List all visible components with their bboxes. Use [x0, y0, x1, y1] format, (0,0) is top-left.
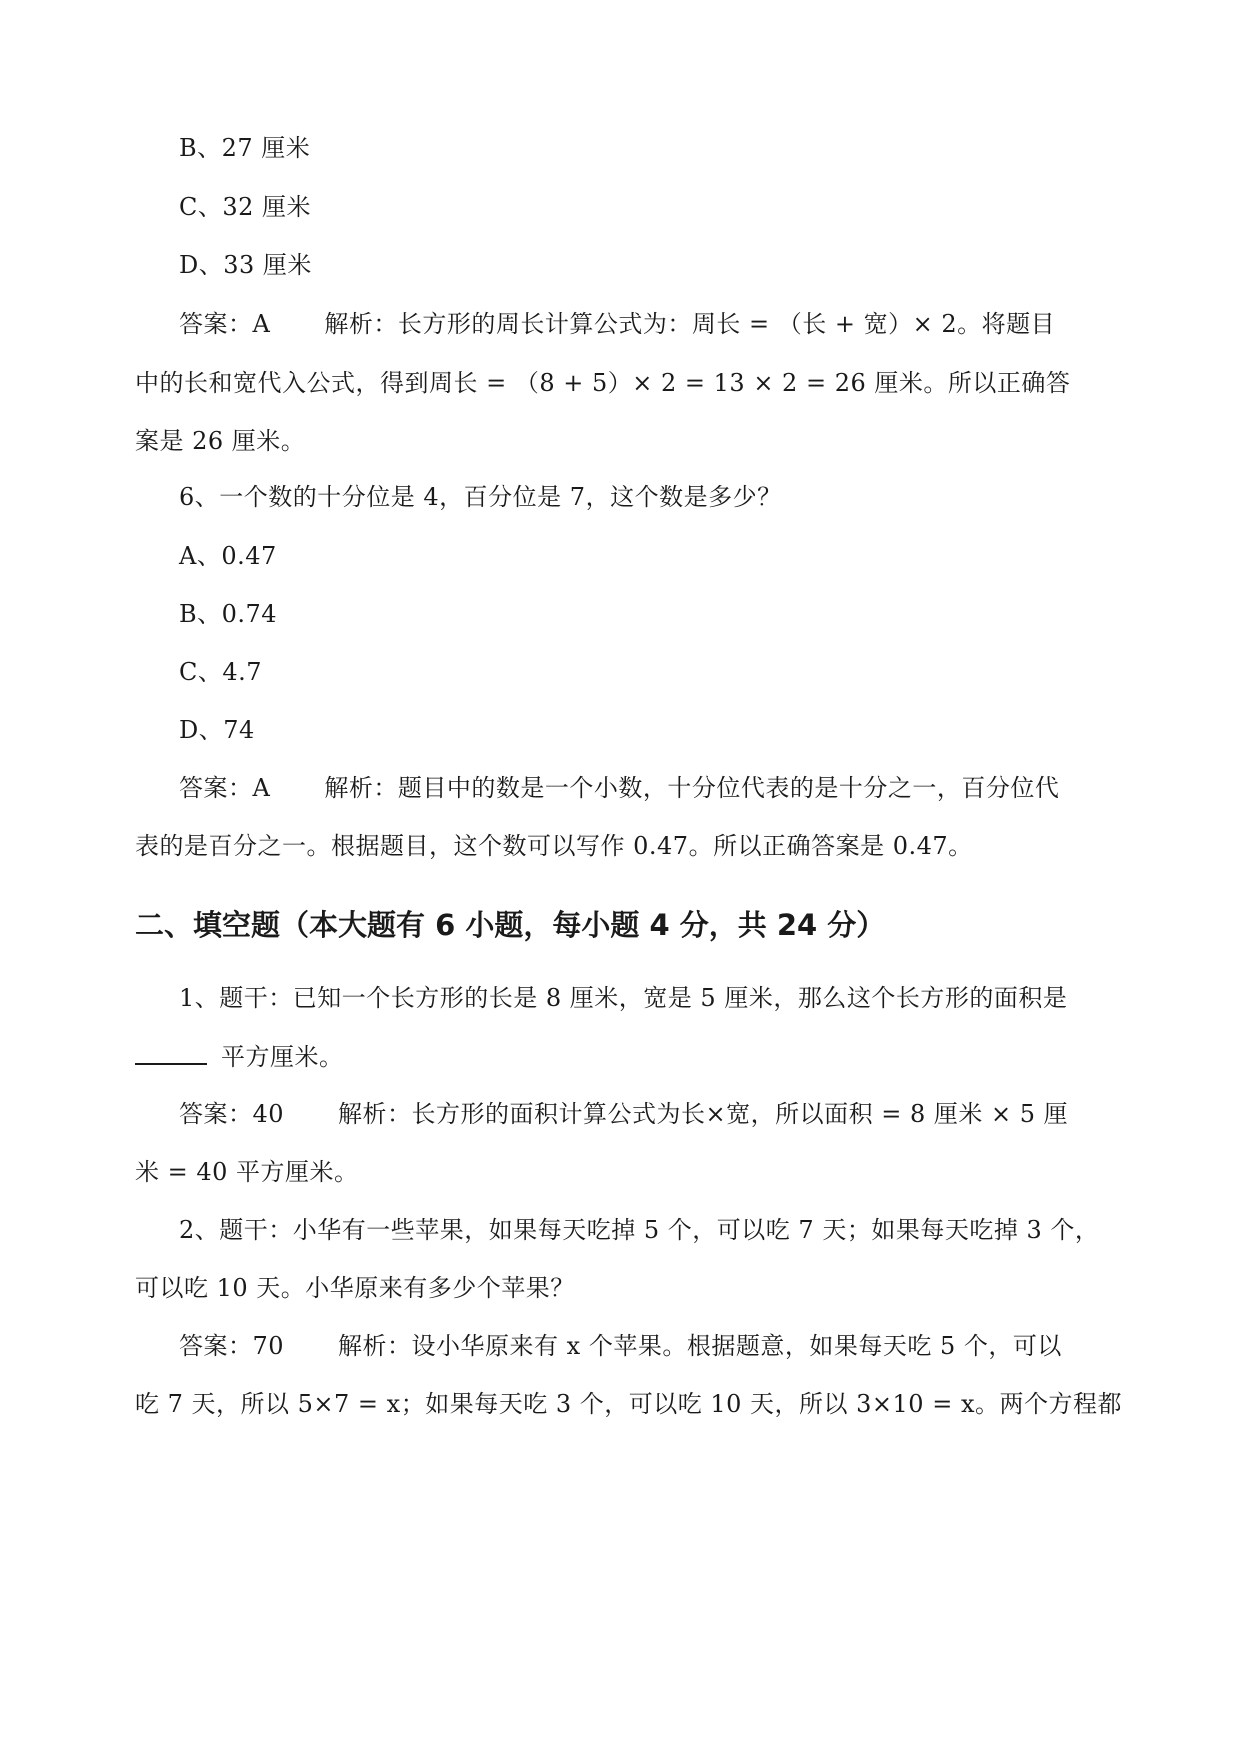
fill1-analysis-line1: 解析：长方形的面积计算公式为长×宽，所以面积 = 8 厘米 × 5 厘 — [338, 1100, 1069, 1128]
q5-analysis-line3: 案是 26 厘米。 — [135, 427, 306, 455]
q6-analysis-line1: 解析：题目中的数是一个小数，十分位代表的是十分之一，百分位代 — [324, 774, 1060, 802]
fill1-stem-line2 — [135, 1041, 344, 1072]
q6-stem: 6、一个数的十分位是 4，百分位是 7，这个数是多少？ — [179, 483, 782, 511]
q6-option-c: C、4.7 — [179, 658, 263, 686]
q5-answer-row — [179, 309, 1055, 339]
fill2-stem-line1: 2、题干：小华有一些苹果，如果每天吃掉 5 个，可以吃 7 天；如果每天吃掉 3 个， — [179, 1216, 1100, 1244]
q5-option-c: C、32 厘米 — [179, 193, 312, 221]
q6-option-b: B、0.74 — [179, 600, 278, 628]
answer-blank — [135, 1041, 207, 1065]
fill1-stem-tail: 平方厘米。 — [221, 1043, 344, 1071]
q6-option-d: D、74 — [179, 716, 255, 744]
q5-option-d: D、33 厘米 — [179, 251, 312, 279]
q6-analysis-line2: 表的是百分之一。根据题目，这个数可以写作 0.47。所以正确答案是 0.47。 — [135, 832, 973, 860]
fill1-answer-row — [179, 1099, 1068, 1129]
q5-option-b: B、27 厘米 — [179, 134, 311, 162]
fill2-stem-line2: 可以吃 10 天。小华原来有多少个苹果？ — [135, 1274, 575, 1302]
fill2-answer-row — [179, 1331, 1062, 1361]
fill2-analysis-line2: 吃 7 天，所以 5×7 = x；如果每天吃 3 个，可以吃 10 天，所以 3×10 = x。两个方程都 — [135, 1390, 1122, 1418]
fill2-answer-label: 答案：70 — [179, 1332, 285, 1360]
q5-answer-label: 答案：A — [179, 310, 271, 338]
q6-option-a: A、0.47 — [179, 542, 277, 570]
q5-analysis-line1: 解析：长方形的周长计算公式为：周长 = （长 + 宽）× 2。将题目 — [324, 310, 1056, 338]
fill2-analysis-line1: 解析：设小华原来有 x 个苹果。根据题意，如果每天吃 5 个，可以 — [338, 1332, 1062, 1360]
fill1-analysis-line2: 米 = 40 平方厘米。 — [135, 1158, 359, 1186]
q5-analysis-line2: 中的长和宽代入公式，得到周长 = （8 + 5）× 2 = 13 × 2 = 26 厘米。所以正确答 — [135, 369, 1071, 397]
section-heading: 二、填空题（本大题有 6 小题，每小题 4 分，共 24 分） — [135, 908, 886, 942]
fill1-stem-line1: 1、题干：已知一个长方形的长是 8 厘米，宽是 5 厘米，那么这个长方形的面积是 — [179, 984, 1068, 1012]
q6-answer-row — [179, 773, 1059, 803]
q6-answer-label: 答案：A — [179, 774, 271, 802]
fill1-answer-label: 答案：40 — [179, 1100, 285, 1128]
